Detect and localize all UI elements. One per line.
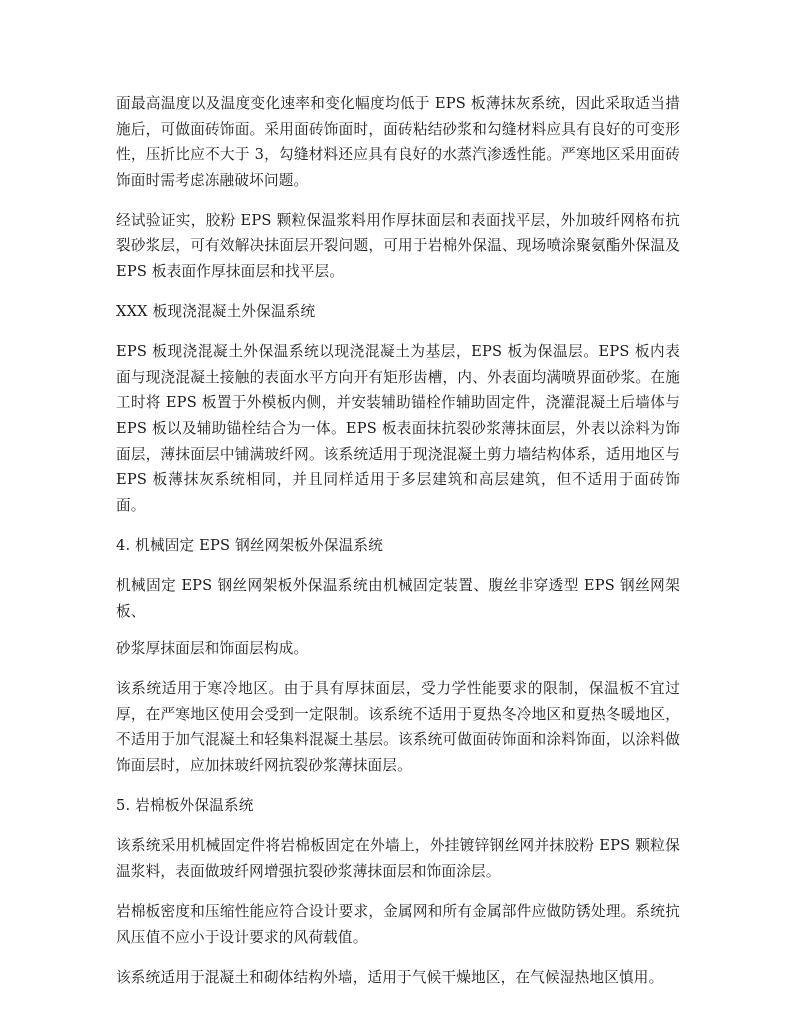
document-body: [116, 91, 680, 1005]
paragraph-mechanical-fixing-applicability: 该系统适用于寒冷地区。由于具有厚抹面层，受力学性能要求的限制，保温板不宜过厚，在严寒地区使用会受到一定限制。该系统不适用于夏热冬冷地区和夏热冬暖地区，不适用于加气混凝土和轻集料混凝土基层。该系统可做面砖饰面和涂料饰面，以涂料做饰面层时，应加抹玻纤网抗裂砂浆薄抹面层。: [116, 680, 680, 775]
paragraph-rock-wool-system: 该系统采用机械固定件将岩棉板固定在外墙上，外挂镀锌钢丝网并抹胶粉 EPS 颗粒保温浆料，表面做玻纤网增强抗裂砂浆薄抹面层和饰面涂层。: [116, 837, 680, 880]
section-heading-rock-wool: 5. 岩棉板外保温系统: [116, 797, 254, 815]
paragraph-tile-finish-note: 面最高温度以及温度变化速率和变化幅度均低于 EPS 板薄抹灰系统，因此采取适当措施后，可做面砖饰面。采用面砖饰面时，面砖粘结砂浆和勾缝材料应具有良好的可变形性，压折比应不大于 3，勾缝材料还应具有良好的水蒸汽渗透性能。严寒地区采用面砖饰面时需考虑冻融破坏问题。: [116, 95, 680, 189]
paragraph-cast-in-place-system: EPS 板现浇混凝土外保温系统以现浇混凝土为基层，EPS 板为保温层。EPS 板内表面与现浇混凝土接触的表面水平方向开有矩形齿槽，内、外表面均满喷界面砂浆。在施工时将 EPS 板置于外模板内侧，并安装辅助锚栓作辅助固定件，浇灌混凝土后墙体与 EPS 板以及辅助锚栓结合为一体。EPS 板表面抹抗裂砂浆薄抹面层，外表以涂料为饰面层，薄抹面层中铺满玻纤网。该系统适用于现浇混凝土剪力墙结构体系，适用地区与 EPS 板薄抹灰系统相同，并且同样适用于多层建筑和高层建筑，但不适用于面砖饰面。: [116, 343, 680, 514]
section-heading-cast-in-place: XXX 板现浇混凝土外保温系统: [116, 303, 316, 321]
paragraph-eps-granule-mortar: 经试验证实，胶粉 EPS 颗粒保温浆料用作厚抹面层和表面找平层，外加玻纤网格布抗裂砂浆层，可有效解决抹面层开裂问题，可用于岩棉外保温、现场喷涂聚氨酯外保温及 EPS 板表面作厚抹面层和找平层。: [116, 211, 680, 281]
paragraph-rock-wool-requirements: 岩棉板密度和压缩性能应符合设计要求，金属网和所有金属部件应做防锈处理。系统抗风压值不应小于设计要求的风荷载值。: [116, 902, 680, 946]
paragraph-rock-wool-applicability: 该系统适用于混凝土和砌体结构外墙，适用于气候干燥地区，在气候湿热地区慎用。: [116, 968, 664, 986]
section-heading-mechanical-fixing: 4. 机械固定 EPS 钢丝网架板外保温系统: [116, 536, 384, 554]
paragraph-mechanical-fixing-composition: 机械固定 EPS 钢丝网架板外保温系统由机械固定装置、腹丝非穿透型 EPS 钢丝网架板、: [116, 577, 680, 620]
paragraph-mechanical-fixing-composition-cont: 砂浆厚抹面层和饰面层构成。: [116, 640, 309, 658]
